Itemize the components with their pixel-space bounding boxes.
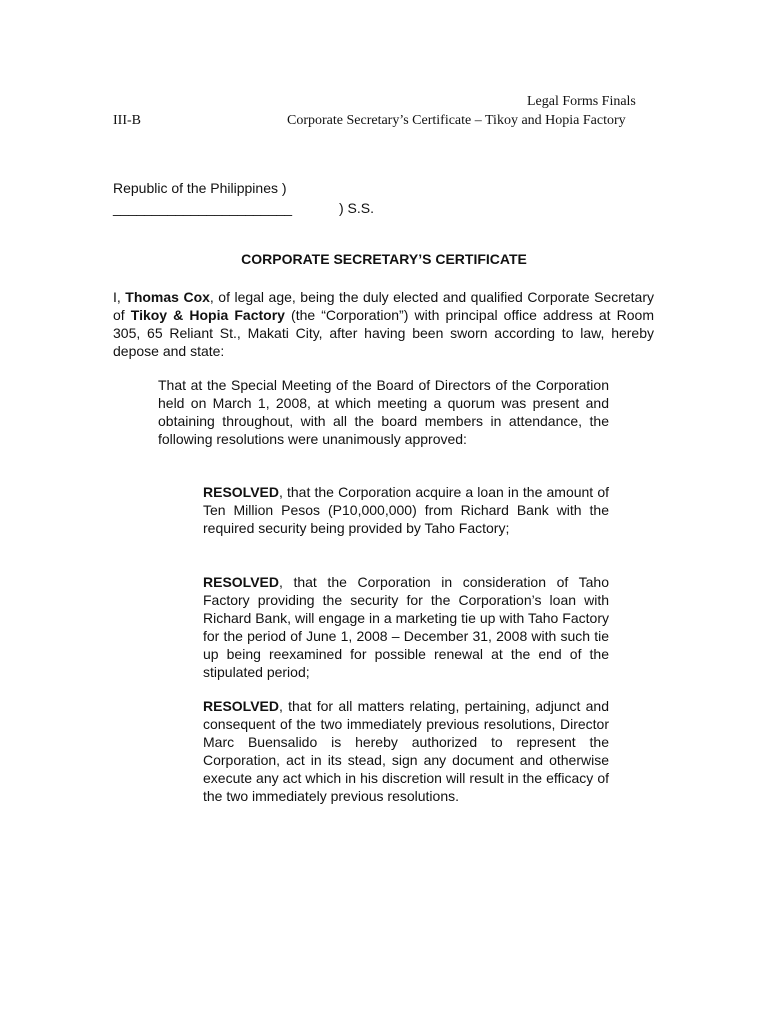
secretary-name: Thomas Cox xyxy=(125,289,210,305)
venue-republic: Republic of the Philippines ) xyxy=(113,180,287,196)
venue-blank-line: _______________________ xyxy=(113,200,293,216)
resolution-2 xyxy=(203,573,609,681)
intro-text-1: I, xyxy=(113,289,126,305)
corporation-name: Tikoy & Hopia Factory xyxy=(130,307,285,323)
resolution-text: , that for all matters relating, pertaining, adjunct and consequent of the two immediately previous resolutions, Director Marc Buensalido is hereby authorized to represent the Corporation, act in its stead, sign any document and otherwise execute any act which in his discretion will result in the efficacy of the two immediately previous resolutions. xyxy=(203,698,609,804)
resolution-text: , that the Corporation acquire a loan in the amount of Ten Million Pesos (P10,000,000) from Richard Bank with the required security being provided by Taho Factory; xyxy=(203,484,609,536)
venue-ss: ) S.S. xyxy=(339,200,375,216)
header-subtitle: Corporate Secretary’s Certificate – Tikoy and Hopia Factory xyxy=(287,113,626,128)
resolved-keyword: RESOLVED xyxy=(203,698,279,714)
resolved-keyword: RESOLVED xyxy=(203,574,279,590)
intro-text-2: , of legal age, being the duly elected and qualified Corporate Secretary of xyxy=(113,289,654,323)
resolved-keyword: RESOLVED xyxy=(203,484,279,500)
resolution-text: , that the Corporation in consideration of Taho Factory providing the security for the Corporation’s loan with Richard Bank, will engage in a marketing tie up with Taho Factory for the period of June 1, 2008 – December 31, 2008 with such tie up being reexamined for possible renewal at the end of the stipulated period; xyxy=(203,574,609,680)
meeting-paragraph: That at the Special Meeting of the Board of Directors of the Corporation held on March 1, 2008, at which meeting a quorum was present and obtaining throughout, with all the board members in attendance, the following resolutions were unanimously approved: xyxy=(158,377,609,447)
document-title: CORPORATE SECRETARY’S CERTIFICATE xyxy=(241,251,527,267)
intro-paragraph xyxy=(113,288,654,360)
header-code: III-B xyxy=(113,113,141,128)
resolution-3 xyxy=(203,697,609,805)
intro-text-3: (the “Corporation”) with principal office address at Room 305, 65 Reliant St., Makati City, after having been sworn according to law, hereby depose and state: xyxy=(113,307,654,359)
resolution-1 xyxy=(203,483,609,537)
header-course: Legal Forms Finals xyxy=(527,94,636,109)
